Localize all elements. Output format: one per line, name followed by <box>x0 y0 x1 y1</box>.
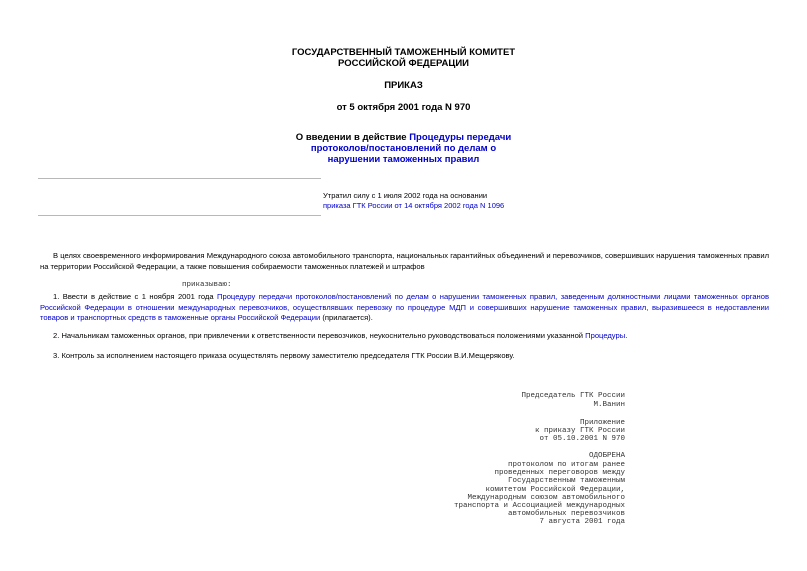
approval-line7: транспорта и Ассоциацией международных <box>453 502 625 510</box>
item2-suffix: . <box>625 331 628 340</box>
procedure-title-link-line2[interactable]: протоколов/постановлений по делам о <box>310 143 497 154</box>
preamble-paragraph: В целях своевременного информирования Международного союза автомобильного транспорта, национальных гарантийных объединений и перевозчиков, совершивших нарушения таможенных правил на территории Российской Федерации, а также повышения собираемости таможенных платежей и штрафов <box>40 251 769 271</box>
org-name-line2: РОССИЙСКОЙ ФЕДЕРАЦИИ <box>337 58 469 69</box>
approval-line1: ОДОБРЕНА <box>588 452 625 460</box>
doc-type: ПРИКАЗ <box>384 80 423 91</box>
procedure-link[interactable]: Процедуру передачи протоколов/постановлений по делам о нарушении таможенных правил, заведенным должностными лицами таможенных органов Российской Федерации в отношении международных перевозчиков, осуществлявших перевозку по процедуре МДП и совершивших нарушение таможенных правил, выразившееся в недоставлении товаров и транспортных средств в таможенные органы Российской Федерации <box>40 292 769 322</box>
approval-line4: Государственным таможенным <box>507 477 625 485</box>
approval-line8: автомобильных перевозчиков <box>507 510 625 518</box>
approval-line9: 7 августа 2001 года <box>539 518 625 526</box>
appendix-line3: от 05.10.2001 N 970 <box>539 435 625 443</box>
approval-line5: комитетом Российской Федерации, <box>485 486 625 494</box>
status-note-link[interactable]: приказа ГТК России от 14 октября 2002 года N 1096 <box>323 201 505 210</box>
item1-prefix: 1. Ввести в действие с 1 ноября 2001 года <box>53 292 218 301</box>
signature-name: М.Ванин <box>593 401 625 409</box>
org-name-line1: ГОСУДАРСТВЕННЫЙ ТАМОЖЕННЫЙ КОМИТЕТ <box>291 47 516 58</box>
procedure-short-link[interactable]: Процедуры <box>585 331 626 340</box>
procedure-title-link-line3[interactable]: нарушении таможенных правил <box>327 154 480 165</box>
signature-position: Председатель ГТК России <box>521 392 625 400</box>
approval-line3: проведенных переговоров между <box>494 469 625 477</box>
appendix-line2: к приказу ГТК России <box>534 427 625 435</box>
doc-date-number: от 5 октября 2001 года N 970 <box>336 102 471 113</box>
procedure-title-link[interactable]: Процедуры передачи <box>409 132 512 143</box>
order-word: приказываю: <box>182 281 232 289</box>
item1-suffix: (прилагается). <box>320 313 373 322</box>
order-item-1 <box>40 292 769 324</box>
item2-prefix: 2. Начальникам таможенных органов, при привлечении к ответственности перевозчиков, неукоснительно руководствоваться положениями указанной <box>53 331 586 340</box>
divider-top <box>38 178 321 179</box>
order-item-3: 3. Контроль за исполнением настоящего приказа осуществлять первому заместителю председателя ГТК России В.И.Мещерякову. <box>53 351 515 360</box>
appendix-line1: Приложение <box>579 419 625 427</box>
doc-title-prefix: О введении в действие <box>295 132 410 143</box>
approval-line6: Международным союзом автомобильного <box>467 494 625 502</box>
status-note-text: Утратил силу с 1 июля 2002 года на основании <box>323 191 488 200</box>
divider-bottom <box>38 215 321 216</box>
doc-title-line1 <box>0 132 807 143</box>
approval-line2: протоколом по итогам ранее <box>507 461 625 469</box>
order-item-2 <box>40 331 769 342</box>
